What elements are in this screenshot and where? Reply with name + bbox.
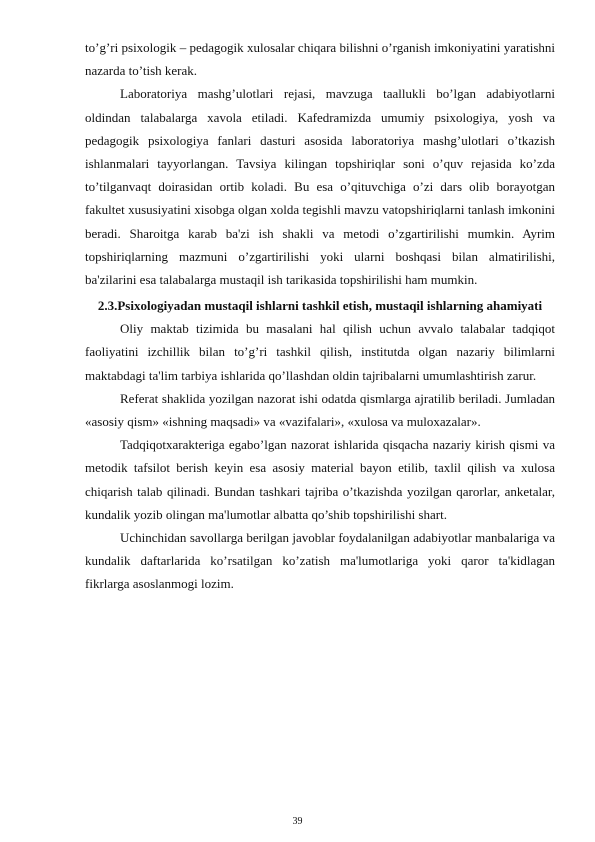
page-number: 39 xyxy=(292,816,303,827)
page-content xyxy=(85,36,555,596)
paragraph-continuation: to’g’ri psixologik – pedagogik xulosalar chiqara bilishni o’rganish imkoniyatini yaratishni nazarda to’tish kerak. xyxy=(85,40,555,79)
paragraph-research-works: Tadqiqotxarakteriga egabo’lgan nazorat ishlarida qisqacha nazariy kirish qismi va metodik tafsilot berish keyin esa asosiy material bayon etilib, taxlil qilish va xulosa chiqarish talab qilinadi. Bundan tashkari tajriba o’tkazishda yozilgan qarorlar, anketalar, kundalik yozib olingan ma'lumotlar albatta qo’shib topshirilishi shart. xyxy=(85,437,555,522)
paragraph-laboratory-plan: Laboratoriya mashg’ulotlari rejasi, mavzuga taallukli bo’lgan adabiyotlarni oldindan talabalarga xavola etiladi. Kafedramizda umumiy psixologiya, yosh va pedagogik psixologiya fanlari dasturi asosida laboratoriya mashg’ulotlari o’tkazish ishlanmalari tayyorlangan. Tavsiya kilingan topshiriqlar soni o’quv rejasida ko’zda to’tilganvaqt doirasidan ortib koladi. Bu esa o’qituvchiga o’zi dars olib borayotgan fakultet xususiyatini xisobga olgan xolda tegishli mavzu vatopshiriqlarni tanlash imkonini beradi. Sharoitga karab ba'zi ish shakli va metodi o’zgartirilishi mumkin. Ayrim topshiriqlarning mazmuni o’zgartirilishi yoki ularni boshqasi bilan almatirilishi, ba'zilarini esa talabalarga mustaqil ish tarikasida topshirilishi ham mumkin. xyxy=(85,86,555,288)
paragraph-answers: Uchinchidan savollarga berilgan javoblar foydalanilgan adabiyotlar manbalariga va kundalik daftarlarida ko’rsatilgan ko’zatish ma'lumotlariga yoki qaror ta'kidlagan fikrlarga asoslanmogi lozim. xyxy=(85,530,555,592)
paragraph-research-activity: Oliy maktab tizimida bu masalani hal qilish uchun avvalo talabalar tadqiqot faoliyatini izchillik bilan to’g’ri tashkil qilish, institutda olgan nazariy bilimlarni maktabdagi ta'lim tarbiya ishlarida qo’llashdan oldin tajribalarni umumlashtirish zarur. xyxy=(85,321,555,383)
paragraph-referat: Referat shaklida yozilgan nazorat ishi odatda qismlarga ajratilib beriladi. Jumladan «asosiy qism» «ishning maqsadi» va «vazifalari», «xulosa va muloxazalar». xyxy=(85,390,555,430)
section-heading: 2.3.Psixologiyadan mustaqil ishlarni tashkil etish, mustaqil ishlarning ahamiyati xyxy=(97,298,543,314)
